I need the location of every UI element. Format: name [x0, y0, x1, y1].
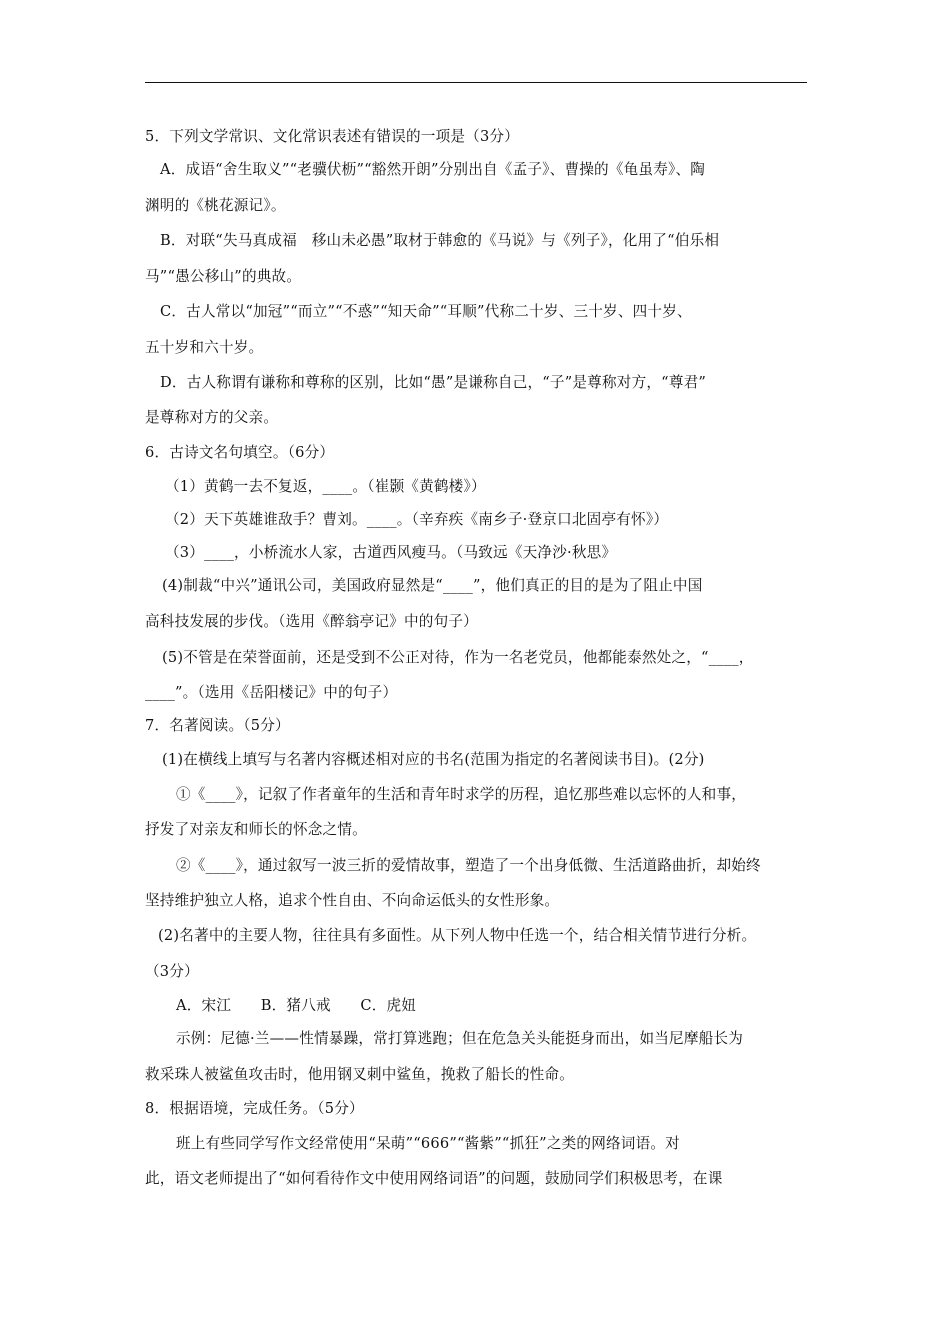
question-7-stem: 7．名著阅读。（5分） [145, 717, 290, 734]
question-7-part-2-options: A．宋江 B．猪八戒 C．虎妞 [176, 997, 417, 1014]
question-8-passage: 班上有些同学写作文经常使用“呆萌”“666”“酱紫”“抓狂”之类的网络词语。对 [176, 1135, 680, 1152]
question-6-item-5: (5)不管是在荣誉面前，还是受到不公正对待，作为一名老党员，他都能泰然处之，“____， [162, 649, 754, 666]
question-6-item-2: （2）天下英雄谁敌手？曹刘。____。（辛弃疾《南乡子·登京口北固亭有怀》） [165, 511, 669, 528]
question-5-option-c: C．古人常以“加冠”“而立”“不惑”“知天命”“耳顺”代称二十岁、三十岁、四十岁、 [160, 303, 692, 320]
question-7-example-cont: 救采珠人被鲨鱼攻击时，他用钢叉刺中鲨鱼，挽救了船长的性命。 [145, 1066, 575, 1083]
question-7-part-1-item-1-cont: 抒发了对亲友和师长的怀念之情。 [145, 821, 367, 838]
question-7-part-1: (1)在横线上填写与名著内容概述相对应的书名(范围为指定的名著阅读书目)。(2分) [162, 751, 705, 768]
question-6-item-3: （3）____，小桥流水人家，古道西风瘦马。（马致远《天净沙·秋思》 [165, 544, 617, 561]
question-8-stem: 8．根据语境，完成任务。（5分） [145, 1100, 364, 1117]
question-5-option-a-cont: 渊明的《桃花源记》。 [145, 197, 286, 214]
question-6-item-4-cont: 高科技发展的步伐。（选用《醉翁亭记》中的句子） [145, 613, 478, 630]
question-7-part-1-item-2-cont: 坚持维护独立人格，追求个性自由、不向命运低头的女性形象。 [145, 892, 560, 909]
question-7-example: 示例：尼德·兰——性情暴躁，常打算逃跑；但在危急关头能挺身而出，如当尼摩船长为 [176, 1030, 744, 1047]
question-7-part-2: (2)名著中的主要人物，往往具有多面性。从下列人物中任选一个，结合相关情节进行分析。 [158, 927, 757, 944]
question-5-option-c-cont: 五十岁和六十岁。 [145, 339, 264, 356]
question-5-option-b-cont: 马”“愚公移山”的典故。 [145, 268, 302, 285]
question-5-option-d-cont: 是尊称对方的父亲。 [145, 409, 279, 426]
question-5-stem: 5．下列文学常识、文化常识表述有错误的一项是（3分） [145, 128, 520, 145]
question-5-option-d: D．古人称谓有谦称和尊称的区别，比如“愚”是谦称自己，“子”是尊称对方，“尊君” [160, 374, 707, 391]
question-5-option-b: B．对联“失马真成福 移山未必愚”取材于韩愈的《马说》与《列子》，化用了“伯乐相 [160, 232, 720, 249]
question-7-part-1-item-2: ②《____》，通过叙写一波三折的爱情故事，塑造了一个出身低微、生活道路曲折，却始终 [176, 857, 761, 874]
question-6-stem: 6．古诗文名句填空。（6分） [145, 444, 335, 461]
question-6-item-1: （1）黄鹤一去不复返，____。（崔颢《黄鹤楼》） [165, 478, 486, 495]
question-7-part-2-points: （3分） [145, 963, 199, 980]
question-6-item-5-cont: ____”。（选用《岳阳楼记》中的句子） [145, 684, 398, 701]
question-8-passage-cont: 此，语文老师提出了“如何看待作文中使用网络词语”的问题，鼓励同学们积极思考，在课 [145, 1170, 723, 1187]
header-rule [145, 82, 807, 83]
question-7-part-1-item-1: ①《____》，记叙了作者童年的生活和青年时求学的历程，追忆那些难以忘怀的人和事， [176, 786, 747, 803]
question-6-item-4: (4)制裁“中兴”通讯公司，美国政府显然是“____”，他们真正的目的是为了阻止中国 [162, 577, 703, 594]
question-5-option-a: A．成语“舍生取义”“老骥伏枥”“豁然开朗”分别出自《孟子》、曹操的《龟虽寿》、陶 [160, 161, 706, 178]
